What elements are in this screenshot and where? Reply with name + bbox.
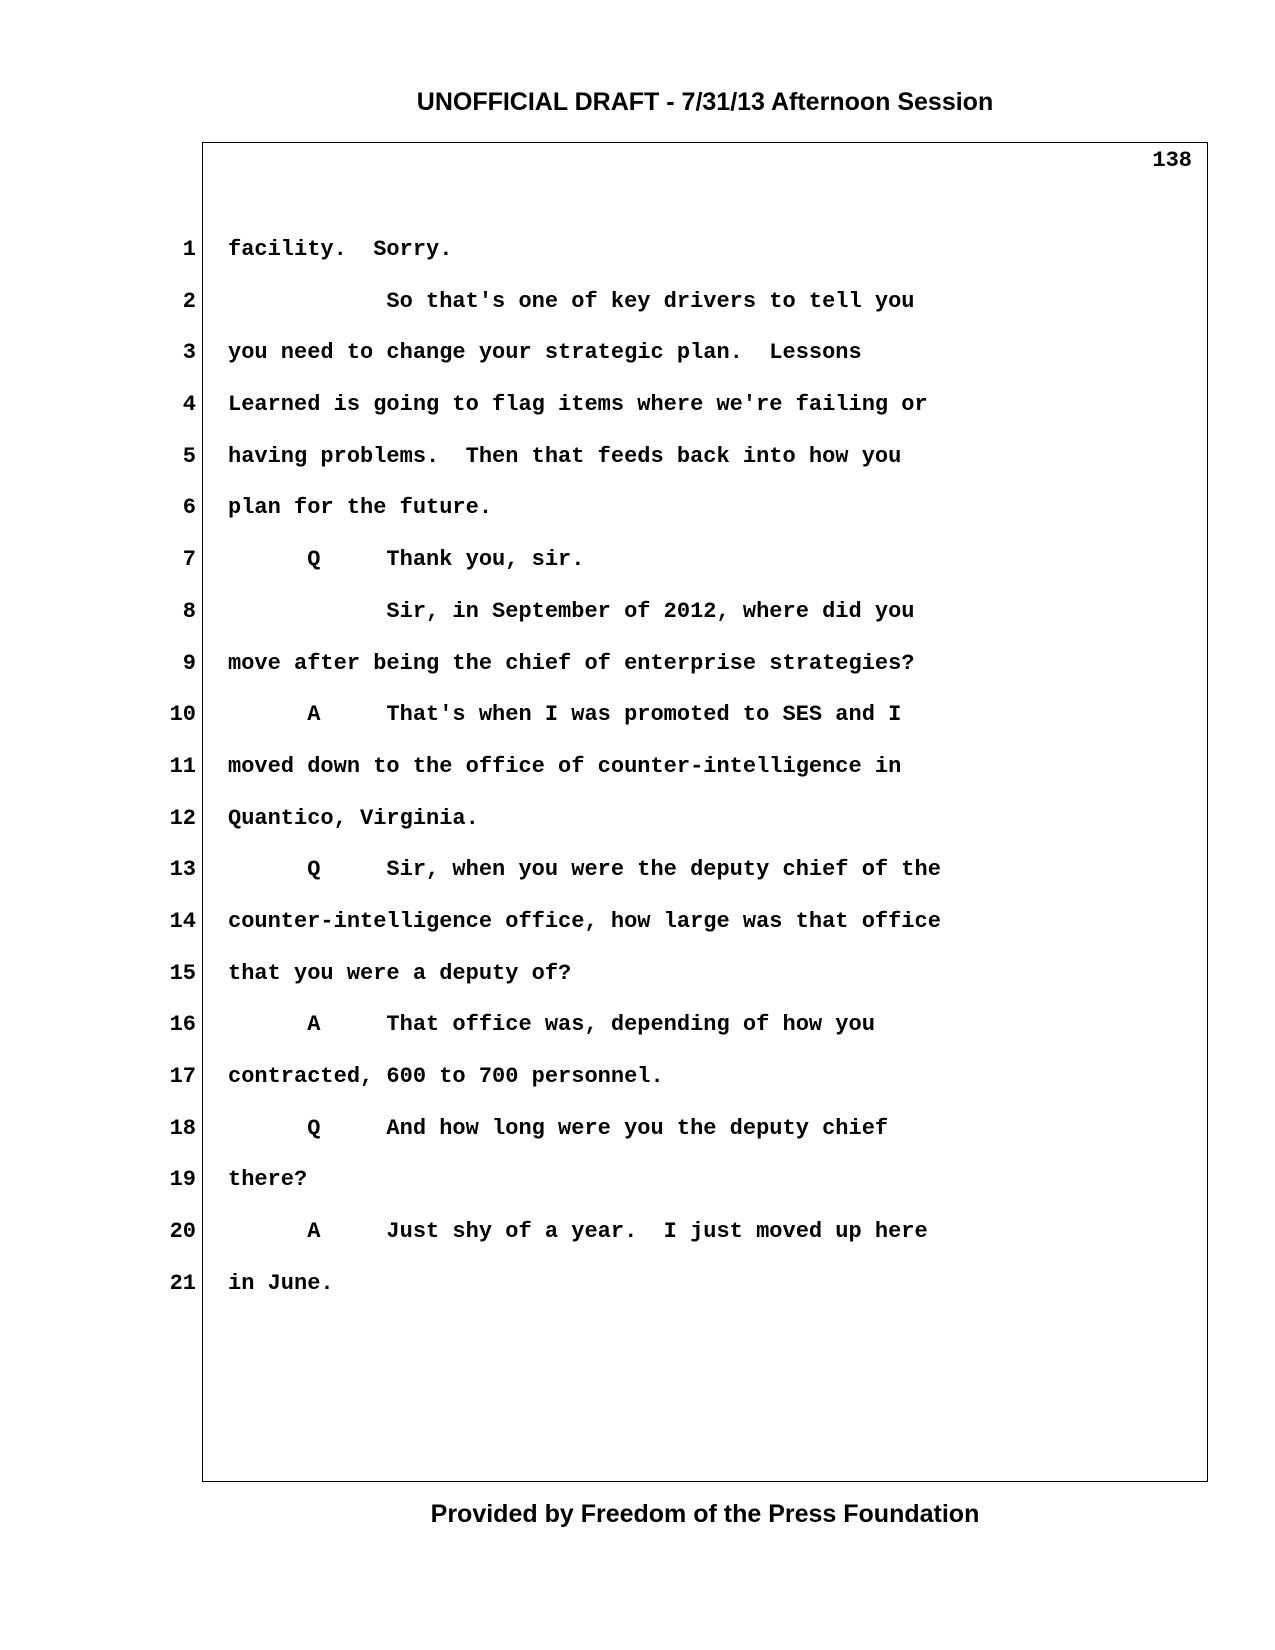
transcript-line — [0, 907, 1275, 959]
transcript-line — [0, 752, 1275, 804]
line-number: 8 — [182, 598, 196, 624]
transcript-line — [0, 855, 1275, 907]
transcript-line — [0, 804, 1275, 856]
line-number: 12 — [169, 805, 196, 831]
line-number: 11 — [169, 753, 196, 779]
transcript-line — [0, 1114, 1275, 1166]
line-text: A That office was, depending of how you — [228, 1012, 875, 1038]
line-number: 16 — [169, 1012, 196, 1038]
line-text: Quantico, Virginia. — [228, 805, 479, 831]
line-number: 9 — [182, 650, 196, 676]
transcript-lines — [0, 235, 1275, 1320]
page-footer: Provided by Freedom of the Press Foundation — [430, 1500, 980, 1528]
transcript-line — [0, 597, 1275, 649]
page-number: 138 — [1152, 148, 1192, 173]
line-text: contracted, 600 to 700 personnel. — [228, 1064, 664, 1089]
transcript-line — [0, 649, 1275, 701]
line-number: 2 — [182, 288, 196, 314]
line-text: So that's one of key drivers to tell you — [228, 288, 915, 314]
line-text: counter-intelligence office, how large was that office — [228, 908, 941, 934]
line-number: 17 — [169, 1064, 196, 1089]
line-number: 20 — [169, 1219, 196, 1245]
line-number: 15 — [169, 960, 196, 986]
line-text: move after being the chief of enterprise strategies? — [228, 650, 915, 676]
transcript-line — [0, 1010, 1275, 1062]
line-text: A That's when I was promoted to SES and I — [228, 702, 902, 728]
line-text: moved down to the office of counter-intelligence in — [228, 753, 902, 779]
transcript-line — [0, 1217, 1275, 1269]
line-number: 3 — [182, 340, 196, 366]
line-text: A Just shy of a year. I just moved up here — [228, 1219, 928, 1245]
line-number: 14 — [169, 908, 196, 934]
line-number: 13 — [169, 857, 196, 883]
line-text: having problems. Then that feeds back into how you — [228, 443, 902, 469]
line-number: 19 — [169, 1167, 196, 1193]
transcript-line — [0, 959, 1275, 1011]
transcript-line — [0, 493, 1275, 545]
transcript-line — [0, 1062, 1275, 1114]
transcript-line — [0, 338, 1275, 390]
line-number: 1 — [182, 237, 196, 262]
line-text: in June. — [228, 1270, 334, 1296]
line-text: Q And how long were you the deputy chief — [228, 1115, 889, 1141]
transcript-line — [0, 545, 1275, 597]
line-text: that you were a deputy of? — [228, 960, 572, 986]
line-text: Q Thank you, sir. — [228, 547, 585, 573]
transcript-line — [0, 390, 1275, 442]
line-text: facility. Sorry. — [228, 237, 453, 262]
line-text: plan for the future. — [228, 495, 493, 521]
line-number: 7 — [182, 547, 196, 573]
line-text: Q Sir, when you were the deputy chief of the — [228, 857, 941, 883]
line-number: 18 — [169, 1115, 196, 1141]
line-number: 21 — [169, 1270, 196, 1296]
transcript-line — [0, 1269, 1275, 1321]
line-text: there? — [228, 1167, 308, 1193]
line-text: you need to change your strategic plan. Lessons — [228, 340, 862, 366]
line-text: Sir, in September of 2012, where did you — [228, 598, 915, 624]
transcript-line — [0, 700, 1275, 752]
transcript-line — [0, 235, 1275, 287]
line-number: 10 — [169, 702, 196, 728]
line-number: 5 — [182, 443, 196, 469]
transcript-line — [0, 1165, 1275, 1217]
page-header: UNOFFICIAL DRAFT - 7/31/13 Afternoon Session — [416, 88, 994, 116]
line-text: Learned is going to flag items where we're failing or — [228, 392, 928, 418]
transcript-line — [0, 287, 1275, 339]
transcript-line — [0, 442, 1275, 494]
line-number: 6 — [182, 495, 196, 521]
line-number: 4 — [182, 392, 196, 418]
